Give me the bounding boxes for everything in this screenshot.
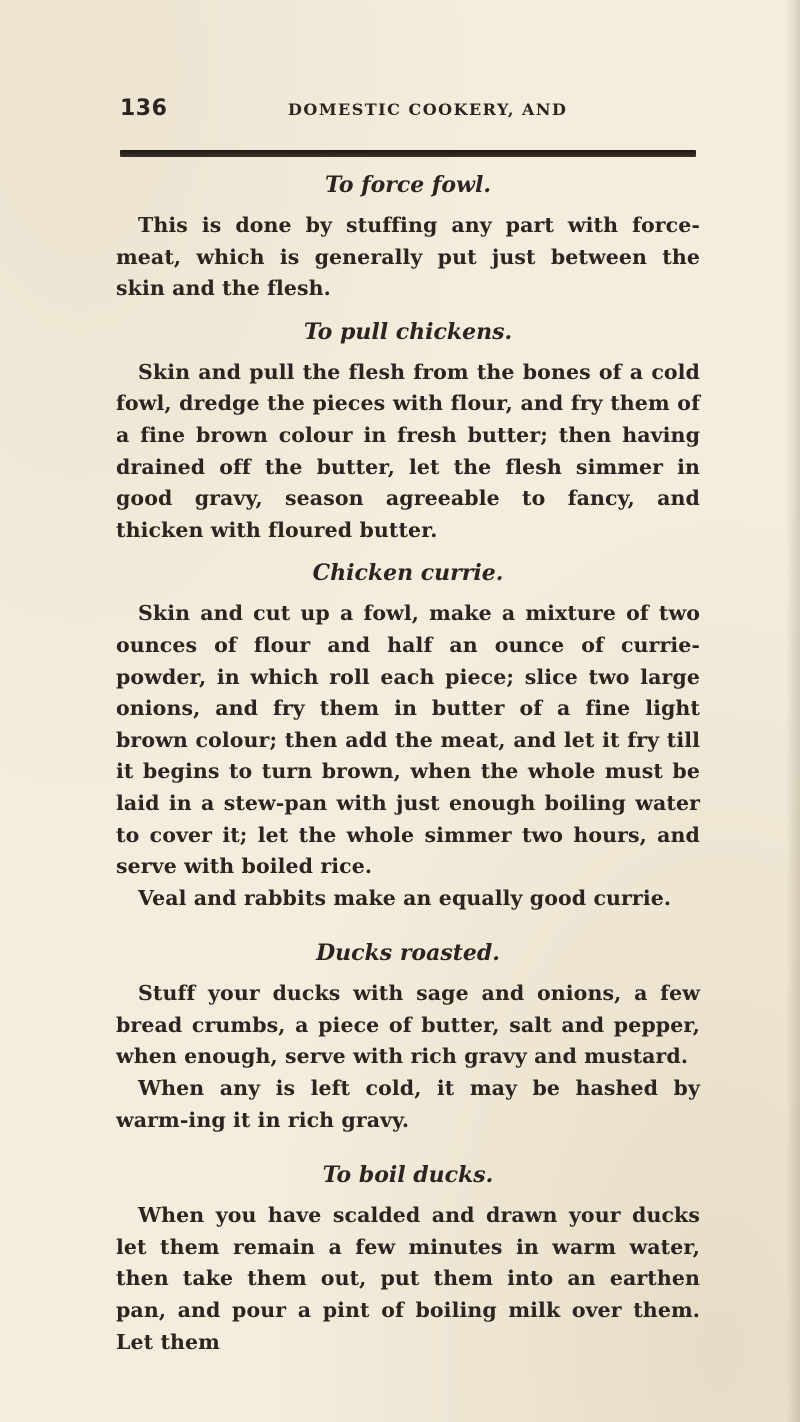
running-head [120,96,700,130]
section-heading-ducks-roasted: Ducks roasted. [316,940,500,967]
paragraph: Skin and cut up a fowl, make a mixture of two ounces of flour and half an ounce of currie-powder, in which roll each piece; slice two large onions, and fry them in butter of a fine light brown colour; then add the meat, and let it fry till it begins to turn brown, when the whole must be laid in a stew-pan with just enough boiling water to cover it; let the whole simmer two hours, and serve with boiled rice. [116,601,700,879]
paragraph: When you have scalded and drawn your ducks let them remain a few minutes in warm water, then take them out, put them into an earthen pan, and pour a pint of boiling milk over them. Let them [116,1203,700,1354]
paragraph: Veal and rabbits make an equally good currie. [138,885,672,910]
header-rule [120,150,696,157]
page-edge-shadow [786,0,800,1422]
page-content [116,170,700,1358]
paragraph: Stuff your ducks with sage and onions, a few bread crumbs, a piece of butter, salt and pepper, when enough, serve with rich gravy and mustard. [116,981,700,1069]
page-number: 136 [120,96,168,121]
running-head-title: DOMESTIC COOKERY, AND [288,100,568,119]
section-heading-chicken-currie: Chicken currie. [312,560,504,587]
paragraph: Skin and pull the flesh from the bones of a cold fowl, dredge the pieces with flour, and fry them of a fine brown colour in fresh butter; then having drained off the butter, let the flesh simmer in good gravy, season agreeable to fancy, and thicken with floured butter. [116,359,700,542]
paragraph: When any is left cold, it may be hashed by warm-ing it in rich gravy. [116,1076,700,1132]
section-heading-pull-chickens: To pull chickens. [303,318,513,345]
paragraph: This is done by stuffing any part with force-meat, which is generally put just between the skin and the flesh. [116,213,700,301]
section-heading-boil-ducks: To boil ducks. [322,1162,494,1189]
section-heading-force-fowl: To force fowl. [324,172,492,198]
